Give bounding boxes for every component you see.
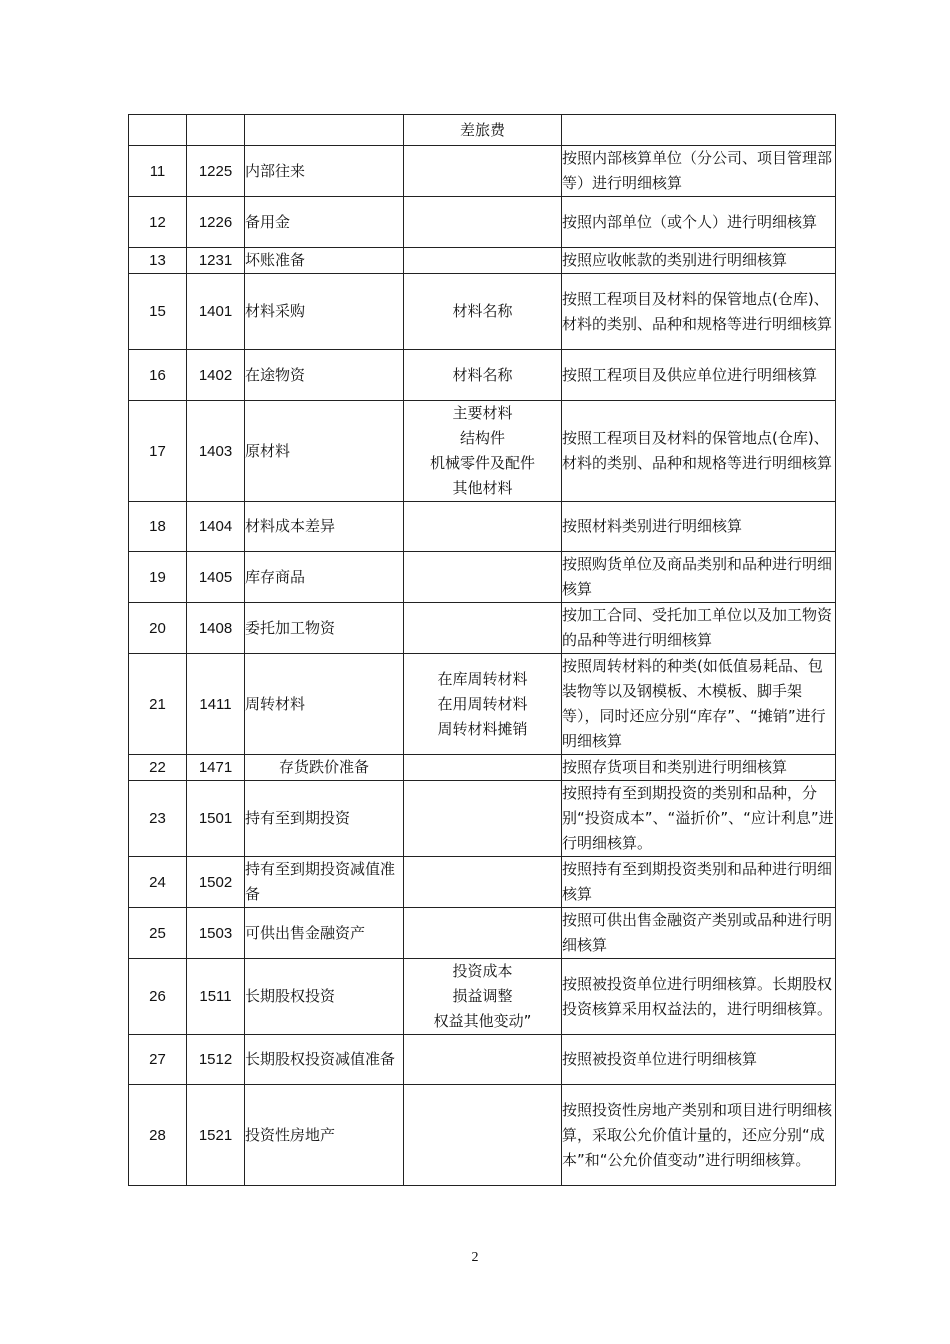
page-number: 2 [471, 1250, 479, 1265]
sub-account-cell [404, 350, 562, 401]
sub-account-cell [404, 959, 562, 1035]
table-row [129, 654, 836, 755]
sub-account-item: 差旅费 [459, 120, 505, 139]
account-name-cell: 材料采购 [245, 274, 404, 350]
sub-account-item: 损益调整 [452, 987, 513, 1005]
sub-account-cell [404, 781, 562, 857]
account-name-cell: 可供出售金融资产 [245, 908, 404, 959]
accounting-method-cell [562, 115, 836, 146]
table-row [129, 781, 836, 857]
row-number-cell: 16 [129, 350, 187, 401]
table-row [129, 1035, 836, 1085]
sub-account-item: 结构件 [459, 429, 505, 447]
sub-account-cell [404, 146, 562, 197]
table-row [129, 197, 836, 248]
account-code-cell: 1402 [187, 350, 245, 401]
sub-account-item: 投资成本 [452, 962, 513, 980]
accounting-method-cell: 按照存货项目和类别进行明细核算 [562, 755, 836, 781]
row-number-cell: 15 [129, 274, 187, 350]
sub-account-cell [404, 115, 562, 146]
row-number-cell: 22 [129, 755, 187, 781]
account-code-cell: 1405 [187, 552, 245, 603]
row-number-cell: 19 [129, 552, 187, 603]
accounting-method-cell: 按照被投资单位进行明细核算 [562, 1035, 836, 1085]
table-row [129, 959, 836, 1035]
account-name-cell: 投资性房地产 [245, 1085, 404, 1186]
table-row [129, 248, 836, 274]
accounting-method-cell: 按照材料类别进行明细核算 [562, 502, 836, 552]
sub-account-cell [404, 654, 562, 755]
accounting-method-cell: 按照投资性房地产类别和项目进行明细核算，采取公允价值计量的，还应分别“成本”和“公允价值变动”进行明细核算。 [562, 1085, 836, 1186]
row-number-cell: 18 [129, 502, 187, 552]
account-name-cell: 原材料 [245, 401, 404, 502]
account-code-cell: 1502 [187, 857, 245, 908]
accounting-method-cell: 按照周转材料的种类(如低值易耗品、包装物等以及钢模板、木模板、脚手架等），同时还应分别“库存”、“摊销”进行明细核算 [562, 654, 836, 755]
account-name-cell: 持有至到期投资减值准备 [245, 857, 404, 908]
row-number-cell [129, 115, 187, 146]
sub-account-cell [404, 248, 562, 274]
account-name-cell: 坏账准备 [245, 248, 404, 274]
table-row [129, 908, 836, 959]
row-number-cell: 27 [129, 1035, 187, 1085]
sub-account-cell [404, 908, 562, 959]
sub-account-cell [404, 502, 562, 552]
accounting-method-cell: 按照购货单位及商品类别和品种进行明细核算 [562, 552, 836, 603]
account-code-cell: 1503 [187, 908, 245, 959]
row-number-cell: 12 [129, 197, 187, 248]
table-row [129, 146, 836, 197]
sub-account-cell [404, 755, 562, 781]
sub-account-cell [404, 603, 562, 654]
account-code-cell: 1403 [187, 401, 245, 502]
accounting-method-cell: 按加工合同、受托加工单位以及加工物资的品种等进行明细核算 [562, 603, 836, 654]
row-number-cell: 11 [129, 146, 187, 197]
row-number-cell: 21 [129, 654, 187, 755]
sub-account-item: 权益其他变动” [433, 1012, 532, 1030]
accounting-method-cell: 按照被投资单位进行明细核算。长期股权投资核算采用权益法的，进行明细核算。 [562, 959, 836, 1035]
table-row [129, 755, 836, 781]
table-row [129, 857, 836, 908]
row-number-cell: 13 [129, 248, 187, 274]
sub-account-item: 材料名称 [452, 302, 513, 320]
table-row [129, 274, 836, 350]
row-number-cell: 26 [129, 959, 187, 1035]
account-code-cell: 1411 [187, 654, 245, 755]
account-code-cell: 1225 [187, 146, 245, 197]
account-code-cell: 1401 [187, 274, 245, 350]
account-code-cell: 1408 [187, 603, 245, 654]
sub-account-cell [404, 197, 562, 248]
sub-account-item: 其他材料 [452, 479, 513, 497]
account-name-cell: 持有至到期投资 [245, 781, 404, 857]
accounting-method-cell: 按照应收帐款的类别进行明细核算 [562, 248, 836, 274]
sub-account-item: 机械零件及配件 [429, 454, 535, 472]
sub-account-cell [404, 401, 562, 502]
table-row [129, 552, 836, 603]
account-name-cell: 存货跌价准备 [245, 755, 404, 781]
row-number-cell: 23 [129, 781, 187, 857]
account-name-cell: 长期股权投资 [245, 959, 404, 1035]
account-name-cell: 材料成本差异 [245, 502, 404, 552]
account-code-cell: 1226 [187, 197, 245, 248]
account-code-cell: 1231 [187, 248, 245, 274]
sub-account-item: 在用周转材料 [437, 694, 528, 713]
account-table-body [129, 115, 836, 1186]
account-name-cell: 库存商品 [245, 552, 404, 603]
account-code-cell: 1511 [187, 959, 245, 1035]
accounting-method-cell: 按照持有至到期投资的类别和品种，分别“投资成本”、“溢折价”、“应计利息”进行明细核算。 [562, 781, 836, 857]
account-name-cell: 在途物资 [245, 350, 404, 401]
sub-account-item: 主要材料 [452, 404, 513, 422]
table-row [129, 1085, 836, 1186]
table-row [129, 115, 836, 146]
accounting-method-cell: 按照持有至到期投资类别和品种进行明细核算 [562, 857, 836, 908]
accounting-method-cell: 按照可供出售金融资产类别或品种进行明细核算 [562, 908, 836, 959]
row-number-cell: 24 [129, 857, 187, 908]
accounting-method-cell: 按照工程项目及材料的保管地点(仓库)、材料的类别、品种和规格等进行明细核算 [562, 401, 836, 502]
account-name-cell: 委托加工物资 [245, 603, 404, 654]
row-number-cell: 17 [129, 401, 187, 502]
account-code-cell [187, 115, 245, 146]
account-name-cell: 长期股权投资减值准备 [245, 1035, 404, 1085]
account-code-cell: 1521 [187, 1085, 245, 1186]
row-number-cell: 20 [129, 603, 187, 654]
account-code-cell: 1512 [187, 1035, 245, 1085]
sub-account-cell [404, 1035, 562, 1085]
table-row [129, 350, 836, 401]
account-table [128, 114, 836, 1186]
sub-account-item: 在库周转材料 [437, 669, 528, 688]
sub-account-cell [404, 552, 562, 603]
sub-account-item: 材料名称 [452, 365, 513, 384]
account-name-cell [245, 115, 404, 146]
sub-account-item: 周转材料摊销 [437, 719, 528, 738]
sub-account-cell [404, 1085, 562, 1186]
table-row [129, 502, 836, 552]
row-number-cell: 28 [129, 1085, 187, 1186]
account-code-cell: 1471 [187, 755, 245, 781]
table-row [129, 401, 836, 502]
row-number-cell: 25 [129, 908, 187, 959]
accounting-method-cell: 按照内部单位（或个人）进行明细核算 [562, 197, 836, 248]
accounting-method-cell: 按照工程项目及材料的保管地点(仓库)、材料的类别、品种和规格等进行明细核算 [562, 274, 836, 350]
accounting-method-cell: 按照工程项目及供应单位进行明细核算 [562, 350, 836, 401]
sub-account-cell [404, 274, 562, 350]
account-name-cell: 内部往来 [245, 146, 404, 197]
account-code-cell: 1501 [187, 781, 245, 857]
account-name-cell: 备用金 [245, 197, 404, 248]
account-name-cell: 周转材料 [245, 654, 404, 755]
account-code-cell: 1404 [187, 502, 245, 552]
accounting-method-cell: 按照内部核算单位（分公司、项目管理部等）进行明细核算 [562, 146, 836, 197]
sub-account-cell [404, 857, 562, 908]
table-row [129, 603, 836, 654]
